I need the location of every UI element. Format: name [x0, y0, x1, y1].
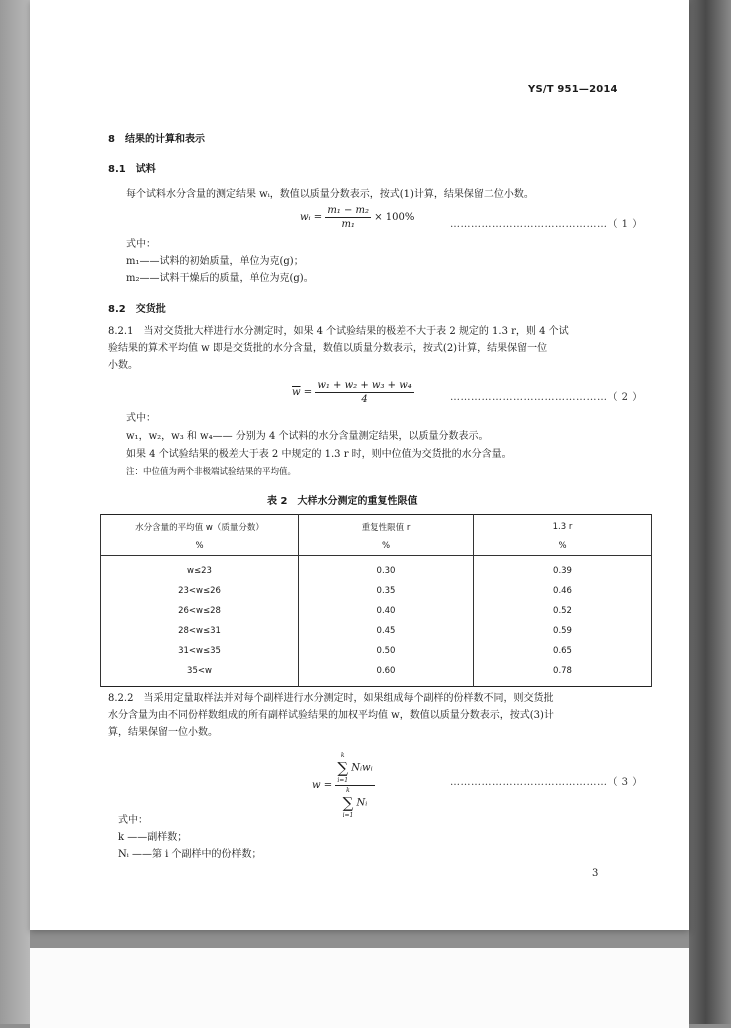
sum-icon: ∑: [337, 759, 349, 777]
eq1-denominator: m₁: [341, 219, 355, 230]
cell-range: 23<w≤26: [101, 581, 299, 601]
eq2-lhs: $\overline{w}$: [292, 387, 301, 398]
eq3-fraction: [335, 752, 374, 819]
unit-13r: %: [474, 537, 652, 556]
m1-definition: m₁——试料的初始质量，单位为克(g)；: [126, 256, 304, 267]
n-definition: Nᵢ ——第 i 个副样中的份样数；: [118, 849, 262, 860]
where-label-3: 式中：: [118, 815, 148, 826]
cell-r: 0.50: [299, 641, 474, 661]
eq3-numerator: Nᵢwᵢ: [351, 762, 373, 774]
equation-3: [312, 752, 375, 819]
section-8-1-intro: 每个试料水分含量的测定结果 wᵢ，数值以质量分数表示，按式(1)计算，结果保留二位小数。: [126, 189, 534, 200]
eq3-number: ………………………………………（ 3 ）: [450, 777, 643, 788]
cell-r: 0.30: [299, 556, 474, 582]
cell-range: 26<w≤28: [101, 601, 299, 621]
standard-number: YS/T 951—2014: [528, 84, 618, 95]
section-8-2-1-line-1: 8.2.1 当对交货批大样进行水分测定时，如果 4 个试验结果的极差不大于表 2 规定的 1.3 r，则 4 个试: [108, 326, 569, 337]
eq2-number: ………………………………………（ 2 ）: [450, 392, 643, 403]
cell-13r: 0.78: [474, 661, 652, 687]
section-8-2-1-line-2: 验结果的算术平均值 w 即是交货批的水分含量，数值以质量分数表示，按式(2)计算，结果保留一位: [108, 343, 548, 354]
eq3-upper-limit: k: [346, 787, 350, 794]
table-row: [101, 641, 652, 661]
table-row: [101, 661, 652, 687]
document-page: [30, 0, 689, 930]
median-rule: 如果 4 个试验结果的极差大于表 2 中规定的 1.3 r 时，则中位值为交货批的水分含量。: [126, 449, 512, 460]
eq3-denominator: Nᵢ: [356, 797, 368, 809]
table-2-caption: 表 2 大样水分测定的重复性限值: [267, 496, 418, 507]
unit-average: %: [101, 537, 299, 556]
eq1-lhs: wᵢ =: [300, 212, 323, 223]
w-definition: w₁，w₂，w₃ 和 w₄—— 分别为 4 个试料的水分含量测定结果，以质量分数表示。: [126, 431, 489, 442]
page-number: 3: [592, 868, 599, 879]
eq3-upper-limit: k: [340, 752, 345, 759]
unit-r: %: [299, 537, 474, 556]
m2-definition: m₂——试料干燥后的质量，单位为克(g)。: [126, 273, 314, 284]
viewer-scrollbar-track[interactable]: [689, 0, 731, 1024]
section-8-2-2-line-2: 水分含量为由不同份样数组成的所有副样试验结果的加权平均值 w，数值以质量分数表示，按式(3)计: [108, 710, 554, 721]
eq3-lower-limit: i=1: [337, 777, 349, 784]
eq1-fraction: [325, 205, 371, 230]
cell-r: 0.35: [299, 581, 474, 601]
viewer-left-margin: [0, 0, 30, 1024]
col-header-average: 水分含量的平均值 w（质量分数）: [101, 515, 299, 538]
next-document-page: [30, 948, 689, 1028]
section-8-1-title: 8.1 试料: [108, 164, 156, 175]
cell-r: 0.60: [299, 661, 474, 687]
eq3-numerator-group: [335, 752, 374, 786]
eq2-fraction: [315, 380, 413, 405]
eq3-denominator-group: [335, 786, 374, 819]
table-row: [101, 621, 652, 641]
cell-range: 31<w≤35: [101, 641, 299, 661]
cell-range: 28<w≤31: [101, 621, 299, 641]
table-2: [100, 514, 652, 687]
eq3-lhs: w =: [312, 780, 333, 791]
note: 注：中位值为两个非极端试验结果的平均值。: [126, 467, 297, 477]
where-label-1: 式中：: [126, 239, 156, 250]
cell-13r: 0.46: [474, 581, 652, 601]
cell-13r: 0.52: [474, 601, 652, 621]
table-row: [101, 556, 652, 582]
equation-1: [300, 205, 414, 230]
section-8-2-1-line-3: 小数。: [108, 360, 138, 371]
eq1-number: ………………………………………（ 1 ）: [450, 219, 643, 230]
table-row: [101, 601, 652, 621]
sum-icon: ∑: [342, 794, 354, 812]
section-8-2-2-line-1: 8.2.2 当采用定量取样法并对每个副样进行水分测定时，如果组成每个副样的份样数不同，则交货批: [108, 693, 554, 704]
col-header-r: 重复性限值 r: [299, 515, 474, 538]
eq3-lower-limit: i=1: [342, 812, 354, 819]
section-8-title: 8 结果的计算和表示: [108, 134, 205, 145]
k-definition: k ——副样数；: [118, 832, 188, 843]
cell-13r: 0.39: [474, 556, 652, 582]
equation-2: $\overline{w}$ = $\frac{\text{w₁ + w₂ + w₃ + w₄}}{4}$: [292, 380, 412, 405]
cell-13r: 0.59: [474, 621, 652, 641]
col-header-13r: 1.3 r: [474, 515, 652, 538]
where-label-2: 式中：: [126, 413, 156, 424]
section-8-2-title: 8.2 交货批: [108, 304, 166, 315]
eq1-numerator: m₁ − m₂: [327, 205, 370, 216]
cell-13r: 0.65: [474, 641, 652, 661]
cell-r: 0.45: [299, 621, 474, 641]
table-row: [101, 581, 652, 601]
eq2-numerator: w₁ + w₂ + w₃ + w₄: [317, 380, 412, 391]
cell-r: 0.40: [299, 601, 474, 621]
section-8-2-2-line-3: 算，结果保留一位小数。: [108, 727, 218, 738]
cell-range: w≤23: [101, 556, 299, 582]
eq1-tail: × 100%: [374, 212, 415, 223]
cell-range: 35<w: [101, 661, 299, 687]
eq2-denominator: 4: [361, 394, 368, 405]
